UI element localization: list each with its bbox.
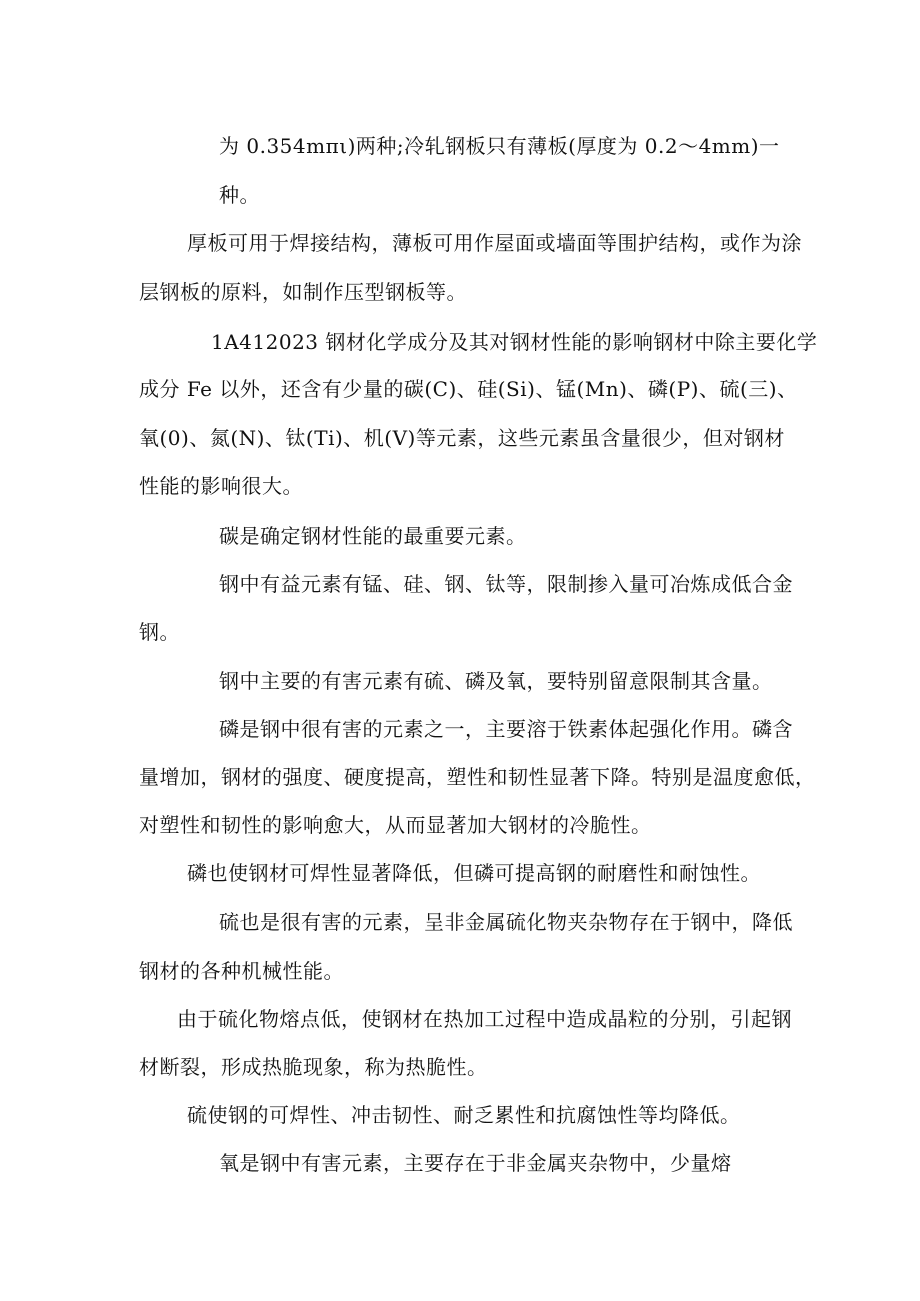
text-line: 氧是钢中有害元素，主要存在于非金属夹杂物中，少量熔 <box>219 1151 732 1175</box>
text-line: 1A412023 钢材化学成分及其对钢材性能的影响钢材中除主要化学 <box>211 330 818 354</box>
text-line: 氧(0)、氮(N)、钛(Ti)、机(V)等元素，这些元素虽含量很少，但对钢材 <box>139 426 785 450</box>
text-line: 成分 Fe 以外，还含有少量的碳(C)、硅(Si)、锰(Mn)、磷(P)、硫(三)、 <box>139 377 798 401</box>
text-line: 磷也使钢材可焊性显著降低，但磷可提高钢的耐磨性和耐蚀性。 <box>187 861 761 885</box>
text-line: 层钢板的原料，如制作压型钢板等。 <box>139 280 467 304</box>
text-line: 钢。 <box>139 620 180 644</box>
text-line: 硫使钢的可焊性、冲击韧性、耐乏累性和抗腐蚀性等均降低。 <box>187 1103 741 1127</box>
text-line: 性能的影响很大。 <box>139 474 303 498</box>
text-line: 对塑性和韧性的影响愈大，从而显著加大钢材的冷脆性。 <box>139 813 652 837</box>
text-line: 磷是钢中很有害的元素之一，主要溶于铁素体起强化作用。磷含 <box>219 717 793 741</box>
text-line: 材断裂，形成热脆现象，称为热脆性。 <box>139 1055 488 1079</box>
text-line: 由于硫化物熔点低，使钢材在热加工过程中造成晶粒的分别，引起钢 <box>177 1007 792 1031</box>
text-line: 种。 <box>219 183 260 207</box>
text-line: 钢中主要的有害元素有硫、磷及氧，要特别留意限制其含量。 <box>219 669 773 693</box>
text-line: 碳是确定钢材性能的最重要元素。 <box>219 524 527 548</box>
text-line: 量增加，钢材的强度、硬度提高，塑性和韧性显著下降。特别是温度愈低， <box>139 765 816 789</box>
text-line: 钢材的各种机械性能。 <box>139 959 344 983</box>
text-line: 硫也是很有害的元素，呈非金属硫化物夹杂物存在于钢中，降低 <box>219 910 793 934</box>
text-line: 为 0.354mπι)两种;冷轧钢板只有薄板(厚度为 0.2～4mm)一 <box>219 134 780 158</box>
text-line: 厚板可用于焊接结构，薄板可用作屋面或墙面等围护结构，或作为涂 <box>187 231 802 255</box>
text-line: 钢中有益元素有锰、硅、钢、钛等，限制掺入量可冶炼成低合金 <box>219 572 793 596</box>
